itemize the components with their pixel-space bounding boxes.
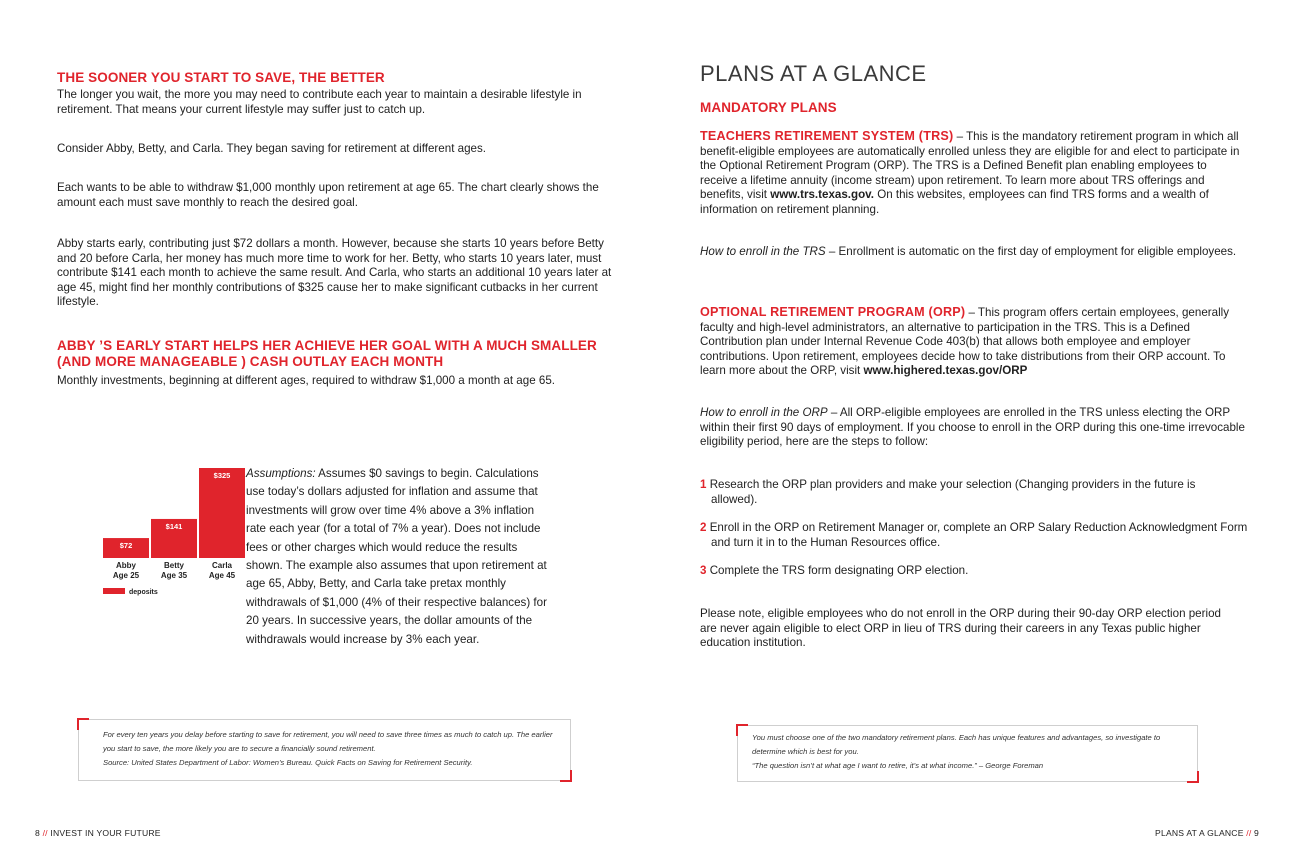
section-heading-abby-early-start: ABBY ’S EARLY START HELPS HER ACHIEVE HER GOAL WITH A MUCH SMALLER (AND MORE MANAGEABLE ) CASH OUTLAY EACH MONTH [57,338,597,369]
trs-link[interactable]: www.trs.texas.gov. [770,188,874,201]
callout-quote: “The question isn’t at what age I want to retire, it’s at what income.” – George Foreman [752,761,1044,770]
list-item: 1 Research the ORP plan providers and make your selection (Changing providers in the future is allowed). [700,478,1196,506]
orp-heading: OPTIONAL RETIREMENT PROGRAM (ORP) [700,305,966,319]
corner-mark [560,770,572,782]
orp-paragraph: OPTIONAL RETIREMENT PROGRAM (ORP) – This program offers certain employees, generally faculty and high-level administrators, an alternative to participation in the TRS. This is a Defined Contribution plan under Internal Revenue Code 403(b) that allows both employee and employer contributions. Upon retirement, employees decide how to take distributions from their ORP account. To learn more about the ORP, visit www.highered.texas.gov/ORP [700,305,1230,377]
callout-text-choose: You must choose one of the two mandatory retirement plans. Each has unique features and advantages, so investigate to determine which is best for you. [752,733,1161,756]
callout-source: Source: United States Department of Labor: Women’s Bureau. Quick Facts on Saving for Retirement Security. [103,758,473,767]
callout-box-left [78,719,571,781]
x-tick-name: Betty [163,561,185,570]
trs-enroll-label: How to enroll in the TRS [700,245,826,258]
x-tick-age: Age 25 [112,571,140,580]
orp-enroll-paragraph: How to enroll in the ORP – All ORP-eligible employees are enrolled in the TRS unless electing the ORP within their first 90 days of employment. If you choose to enroll in the ORP during this one-time irrevocable eligibility period, here are the steps to follow: [700,406,1245,448]
corner-mark [1187,771,1199,783]
list-item: 3 Complete the TRS form designating ORP election. [700,564,969,577]
corner-mark [736,724,748,736]
orp-note-paragraph: Please note, eligible employees who do not enroll in the ORP during their 90-day ORP election period are never again eligible to elect ORP in lieu of TRS during their careers in any Texas public higher education institution. [700,607,1221,649]
assumptions-label: Assumptions: [246,467,316,480]
trs-heading: TEACHERS RETIREMENT SYSTEM (TRS) [700,129,954,143]
trs-enroll-paragraph: How to enroll in the TRS – Enrollment is automatic on the first day of employment for eligible employees. [700,245,1237,258]
paragraph-chart-caption: Monthly investments, beginning at different ages, required to withdraw $1,000 a month at age 65. [57,374,555,387]
orp-enroll-label: How to enroll in the ORP [700,406,828,419]
bar-value-label: $325 [213,471,231,480]
paragraph-withdraw-goal: Each wants to be able to withdraw $1,000 monthly upon retirement at age 65. The chart clearly shows the amount each must save monthly to reach the desired goal. [57,181,599,209]
deposits-bar-chart [95,462,245,607]
footer-right: PLANS AT A GLANCE // 9 [1155,828,1259,838]
paragraph-consider: Consider Abby, Betty, and Carla. They began saving for retirement at different ages. [57,142,486,155]
page-title: PLANS AT A GLANCE [700,61,927,86]
corner-mark [77,718,89,730]
mandatory-plans-heading: MANDATORY PLANS [700,100,837,115]
paragraph-abby-betty-carla: Abby starts early, contributing just $72 dollars a month. However, because she starts 10 years before Betty and 20 before Carla, her money has much more time to work for her. Betty, who starts 10 years later, must contribute $141 each month to achieve the same result. And Carla, who starts an additional 10 years later at age 45, might find her monthly contributions of $325 cause her to make significant cutbacks in her current lifestyle. [57,237,612,308]
section-heading-save-early: THE SOONER YOU START TO SAVE, THE BETTER [57,70,385,85]
bar-carla [199,468,245,558]
assumptions-text: Assumptions: Assumes $0 savings to begin. Calculations use today’s dollars adjusted for inflation and assume that investments will grow over time 4% above a 3% inflation rate each year (for a total of 7% a year). Does not include fees or other charges which would reduce the results shown. The example also assumes that upon retirement at age 65, Abby, Betty, and Carla take pretax monthly withdrawals of $1,000 (4% of their respective balances) for 20 years. In successive years, the dollar amounts of the withdrawals would increase by 3% each year. [246,467,547,646]
callout-text-delay: For every ten years you delay before starting to save for retirement, you will need to save three times as much to catch up. The earlier you start to save, the more likely you are to secure a financially sound retirement. [103,730,553,753]
x-tick-age: Age 45 [208,571,236,580]
list-item: 2 Enroll in the ORP on Retirement Manager or, complete an ORP Salary Reduction Acknowledgment Form and turn it in to the Human Resources office. [700,521,1248,549]
bar-value-label: $72 [119,541,133,551]
orp-link[interactable]: www.highered.texas.gov/ORP [863,364,1028,377]
trs-paragraph: TEACHERS RETIREMENT SYSTEM (TRS) – This is the mandatory retirement program in which all benefit-eligible employees are automatically enrolled unless they are eligible for and elect to participate in the Optional Retirement Program (ORP). The TRS is a Defined Benefit plan enabling employees to receive a lifetime annuity (income stream) upon retirement. To learn more about TRS offerings and benefits, visit www.trs.texas.gov. On this websites, employees can find TRS forms and a wealth of information on retirement planning. [700,129,1240,216]
callout-box-right [737,725,1198,782]
x-tick-name: Abby [116,561,136,570]
paragraph-intro: The longer you wait, the more you may need to contribute each year to maintain a desirable lifestyle in retirement. That means your current lifestyle may suffer just to catch up. [57,88,582,116]
x-tick-age: Age 35 [160,571,188,580]
legend-label: deposits [129,589,158,596]
footer-left: 8 // INVEST IN YOUR FUTURE [35,828,161,838]
legend-swatch [103,588,125,594]
bar-value-label: $141 [165,521,183,531]
x-tick-name: Carla [211,561,233,570]
